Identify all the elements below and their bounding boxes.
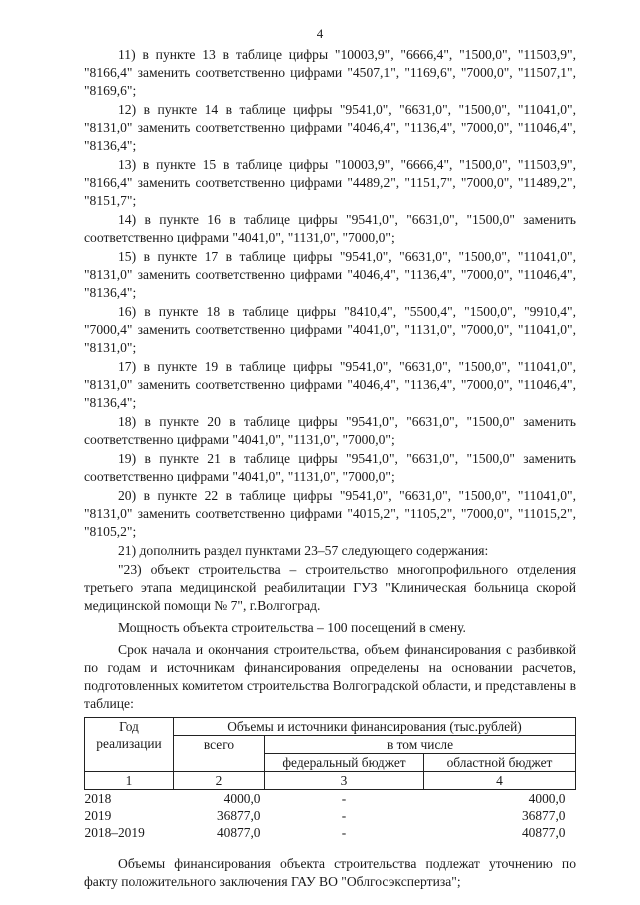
paragraph-schedule: Срок начала и окончания строительства, объем финансирования с разбивкой по годам и источникам финансирования определены на основании расчетов, подготовленных комитетом строительства Волгоградской области, и представлены в таблице: bbox=[84, 642, 576, 711]
header-federal: федеральный бюджет bbox=[265, 754, 424, 772]
cell-year: 2018 bbox=[84, 791, 112, 806]
cell-federal: - bbox=[341, 825, 347, 840]
document-body bbox=[84, 46, 576, 891]
cell-regional: 36877,0 bbox=[521, 808, 566, 823]
page-number: 4 bbox=[316, 26, 324, 41]
cell-year: 2019 bbox=[84, 808, 112, 823]
paragraph-item-11: 11) в пункте 13 в таблице цифры "10003,9", "6666,4", "1500,0", "11503,9", "8166,4" заменить соответственно цифрами "4507,1", "1169,6", "7000,0", "11507,1", "8169,6"; bbox=[84, 47, 576, 98]
header-regional: областной бюджет bbox=[424, 754, 576, 772]
paragraph-item-12: 12) в пункте 14 в таблице цифры "9541,0", "6631,0", "1500,0", "11041,0", "8131,0" заменить соответственно цифрами "4046,4", "1136,4", "7000,0", "11046,4", "8136,4"; bbox=[84, 102, 576, 153]
paragraph-final: Объемы финансирования объекта строительства подлежат уточнению по факту положительного заключения ГАУ ВО "Облгосэкспертиза"; bbox=[84, 856, 576, 889]
paragraph-item-21: 21) дополнить раздел пунктами 23–57 следующего содержания: bbox=[118, 543, 489, 558]
cell-regional: 4000,0 bbox=[528, 791, 566, 806]
cell-total: 36877,0 bbox=[216, 808, 261, 823]
paragraph-item-17: 17) в пункте 19 в таблице цифры "9541,0", "6631,0", "1500,0", "11041,0", "8131,0" заменить соответственно цифрами "4046,4", "1136,4", "7000,0", "11046,4", "8136,4"; bbox=[84, 359, 576, 410]
column-number: 3 bbox=[265, 772, 424, 790]
column-number: 4 bbox=[424, 772, 576, 790]
cell-total: 4000,0 bbox=[223, 791, 261, 806]
cell-total: 40877,0 bbox=[216, 825, 261, 840]
table-row bbox=[85, 790, 576, 808]
paragraph-item-19: 19) в пункте 21 в таблице цифры "9541,0", "6631,0", "1500,0" заменить соответственно цифрами "4041,0", "1131,0", "7000,0"; bbox=[84, 451, 576, 484]
paragraph-item-14: 14) в пункте 16 в таблице цифры "9541,0", "6631,0", "1500,0" заменить соответственно цифрами "4041,0", "1131,0", "7000,0"; bbox=[84, 212, 576, 245]
cell-year: 2018–2019 bbox=[84, 825, 145, 840]
table-row bbox=[85, 807, 576, 824]
column-number: 2 bbox=[174, 772, 265, 790]
header-total: всего bbox=[174, 736, 265, 772]
paragraph-item-20: 20) в пункте 22 в таблице цифры "9541,0", "6631,0", "1500,0", "11041,0", "8131,0" заменить соответственно цифрами "4015,2", "1105,2", "7000,0", "11015,2", "8105,2"; bbox=[84, 488, 576, 539]
paragraph-item-15: 15) в пункте 17 в таблице цифры "9541,0", "6631,0", "1500,0", "11041,0", "8131,0" заменить соответственно цифрами "4046,4", "1136,4", "7000,0", "11046,4", "8136,4"; bbox=[84, 249, 576, 300]
paragraph-item-13: 13) в пункте 15 в таблице цифры "10003,9", "6666,4", "1500,0", "11503,9", "8166,4" заменить соответственно цифрами "4489,2", "1151,7", "7000,0", "11489,2", "8151,7"; bbox=[84, 157, 576, 208]
paragraph-item-16: 16) в пункте 18 в таблице цифры "8410,4", "5500,4", "1500,0", "9910,4", "7000,4" заменить соответственно цифрами "4041,0", "1131,0", "7000,0", "11041,0", "8131,0"; bbox=[84, 304, 576, 355]
cell-regional: 40877,0 bbox=[521, 825, 566, 840]
cell-federal: - bbox=[341, 808, 347, 823]
paragraph-capacity: Мощность объекта строительства – 100 посещений в смену. bbox=[118, 620, 466, 635]
financing-table bbox=[84, 717, 576, 841]
header-including: в том числе bbox=[265, 736, 576, 754]
table-row bbox=[85, 824, 576, 841]
header-volumes: Объемы и источники финансирования (тыс.рублей) bbox=[174, 718, 576, 736]
header-year: Год реализации bbox=[85, 718, 174, 772]
cell-federal: - bbox=[341, 791, 347, 806]
paragraph-item-18: 18) в пункте 20 в таблице цифры "9541,0", "6631,0", "1500,0" заменить соответственно цифрами "4041,0", "1131,0", "7000,0"; bbox=[84, 414, 576, 447]
column-number: 1 bbox=[85, 772, 174, 790]
paragraph-object-23: "23) объект строительства – строительство многопрофильного отделения третьего этапа медицинской реабилитации ГУЗ "Клиническая больница скорой медицинской помощи № 7", г.Волгоград. bbox=[84, 562, 576, 613]
